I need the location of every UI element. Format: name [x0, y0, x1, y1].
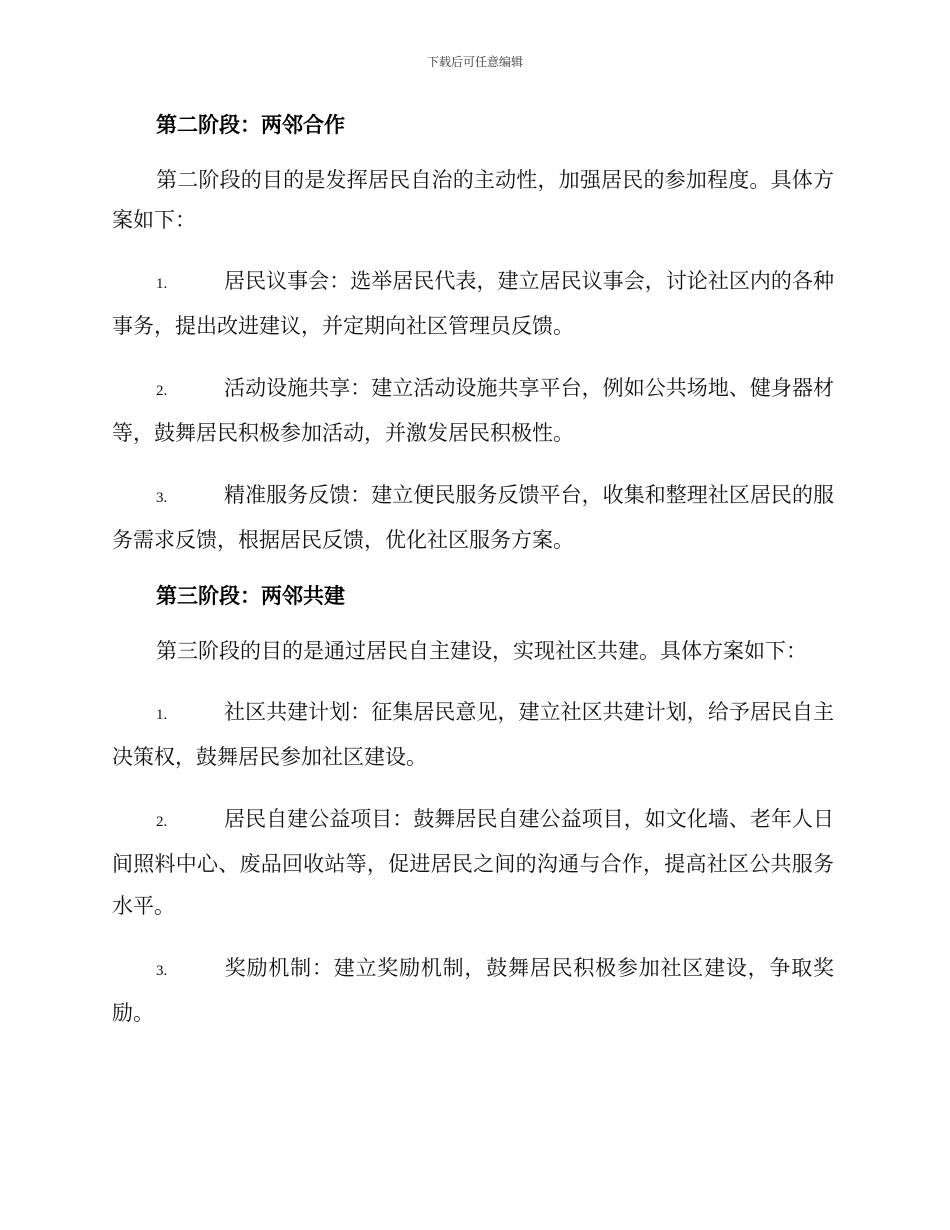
list-text: 活动设施共享：建立活动设施共享平台，例如公共场地、健身器材等，鼓舞居民积极参加活动，并激发居民积极性。 [112, 376, 834, 445]
list-item [112, 367, 834, 454]
section-heading: 第三阶段：两邻共建 [156, 584, 345, 608]
section-intro: 第三阶段的目的是通过居民自主建设，实现社区共建。具体方案如下： [156, 639, 807, 663]
page-header: 下载后可任意编辑 [426, 55, 523, 69]
list-text: 社区共建计划：征集居民意见，建立社区共建计划，给予居民自主决策权，鼓舞居民参加社区建设。 [112, 700, 834, 769]
section-stage-three [112, 581, 834, 1034]
list-number: 3. [156, 490, 168, 506]
section-stage-two [112, 110, 834, 561]
list-item [112, 260, 834, 347]
list-number: 1. [156, 707, 168, 723]
section-heading: 第二阶段：两邻合作 [156, 113, 345, 137]
list-item [112, 691, 834, 778]
list-text: 居民自建公益项目：鼓舞居民自建公益项目，如文化墙、老年人日间照料中心、废品回收站等，促进居民之间的沟通与合作，提高社区公共服务水平。 [112, 807, 834, 918]
list-number: 1. [156, 276, 168, 292]
list-item [112, 798, 834, 927]
list-text: 精准服务反馈：建立便民服务反馈平台，收集和整理社区居民的服务需求反馈，根据居民反馈，优化社区服务方案。 [112, 483, 834, 552]
list-item [112, 947, 834, 1034]
list-number: 2. [156, 383, 168, 399]
document-body [112, 110, 834, 1054]
list-text: 居民议事会：选举居民代表，建立居民议事会，讨论社区内的各种事务，提出改进建议，并定期向社区管理员反馈。 [112, 269, 834, 338]
list-number: 3. [156, 963, 168, 979]
section-intro: 第二阶段的目的是发挥居民自治的主动性，加强居民的参加程度。具体方案如下： [112, 168, 834, 232]
list-item [112, 474, 834, 561]
list-text: 奖励机制：建立奖励机制，鼓舞居民积极参加社区建设，争取奖励。 [112, 956, 834, 1025]
list-number: 2. [156, 814, 168, 830]
